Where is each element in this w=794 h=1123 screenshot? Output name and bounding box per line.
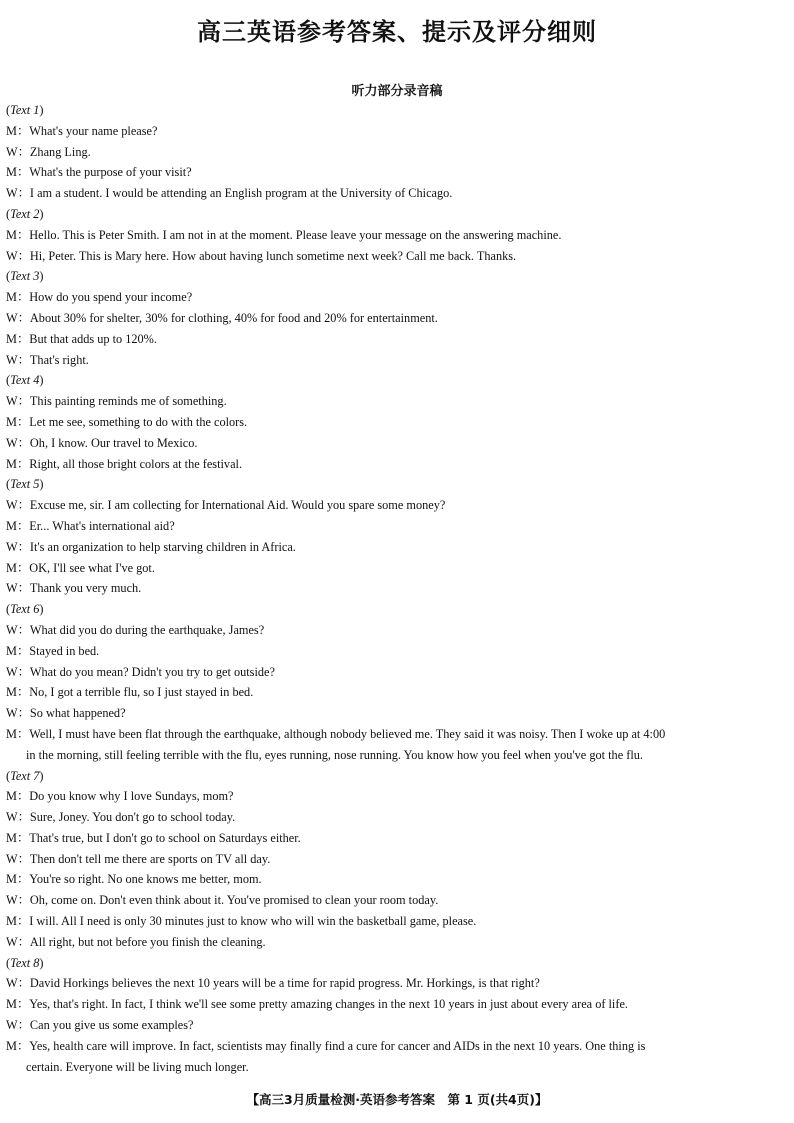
section-label: Text 2 [10,206,40,221]
text-section-header: (Text 1) [6,103,44,117]
dialog-line: W：All right, but not before you finish the cleaning. [6,934,266,949]
speaker-label: M [6,872,17,887]
dialog-line: M：That's true, but I don't go to school on Saturdays either. [6,830,301,845]
speaker-label: W [6,144,18,159]
dialog-text: What did you do during the earthquake, James? [29,622,265,637]
text-section-header: (Text 2) [6,206,44,221]
dialog-line: W：This painting reminds me of something. [6,394,227,409]
dialog-line: M：Stayed in bed. [6,643,100,658]
speaker-label: M [6,414,17,429]
speaker-label: M [6,830,17,845]
dialog-continuation [6,1057,792,1078]
text-section-header: (Text 5) [6,477,44,492]
dialog-text: Let me see, something to do with the colors. [29,414,248,429]
dialog-text: I am a student. I would be attending an English program at the University of Chicago. [29,186,453,201]
dialog-line: M：Yes, that's right. In fact, I think we'll see some pretty amazing changes in the next 10 years in just about every area of life. [6,997,628,1012]
speaker-label: M [6,227,17,242]
speaker-label: W [6,581,18,596]
dialog-line: M：Right, all those bright colors at the festival. [6,456,243,471]
speaker-label: M [6,789,17,804]
dialog-line: M：But that adds up to 120%. [6,331,157,346]
speaker-label: W [6,810,18,825]
dialog-text: David Horkings believes the next 10 years will be a time for rapid progress. Mr. Horkings, is that right? [29,976,540,991]
dialog-text: How do you spend your income? [29,290,193,305]
dialog-text: Right, all those bright colors at the festival. [29,456,243,471]
dialog-text: It's an organization to help starving children in Africa. [29,539,296,554]
dialog-text: Hello. This is Peter Smith. I am not in at the moment. Please leave your message on the answering machine. [29,227,562,242]
dialog-text: certain. Everyone will be living much longer. [26,1059,249,1074]
dialog-text: Oh, come on. Don't even think about it. You've promised to clean your room today. [29,893,439,908]
text-section-header: (Text 6) [6,602,44,617]
dialog-line: M：What's the purpose of your visit? [6,165,192,180]
speaker-label: M [6,165,17,180]
speaker-label: W [6,186,18,201]
speaker-label: W [6,310,18,325]
dialog-text: Hi, Peter. This is Mary here. How about having lunch sometime next week? Call me back. Thanks. [29,248,517,263]
dialog-line: W：Zhang Ling. [6,144,91,159]
speaker-label: M [6,456,17,471]
speaker-label: M [6,1038,17,1053]
dialog-line: W：It's an organization to help starving children in Africa. [6,539,296,554]
dialog-line: W：Thank you very much. [6,581,142,596]
dialog-text: Er... What's international aid? [29,518,175,533]
speaker-label: W [6,435,18,450]
speaker-label: W [6,934,18,949]
dialog-line: W：Oh, I know. Our travel to Mexico. [6,435,198,450]
speaker-label: M [6,560,17,575]
speaker-label: W [6,664,18,679]
text-section-header: (Text 7) [6,768,44,783]
dialog-line: M：No, I got a terrible flu, so I just stayed in bed. [6,685,254,700]
speaker-label: M [6,643,17,658]
speaker-label: M [6,997,17,1012]
dialog-text: You're so right. No one knows me better, mom. [29,872,262,887]
section-label: Text 4 [10,373,40,388]
dialog-text: Oh, I know. Our travel to Mexico. [29,435,198,450]
dialog-text: Then don't tell me there are sports on TV all day. [29,851,271,866]
dialog-line: M：What's your name please? [6,123,158,138]
dialog-text: Yes, that's right. In fact, I think we'll see some pretty amazing changes in the next 10 years in just about every area of life. [29,997,628,1012]
dialog-line: W：Hi, Peter. This is Mary here. How about having lunch sometime next week? Call me back. Thanks. [6,248,517,263]
dialog-line: M：Hello. This is Peter Smith. I am not in at the moment. Please leave your message on the answering machine. [6,227,562,242]
speaker-label: W [6,248,18,263]
dialog-line: M：You're so right. No one knows me better, mom. [6,872,262,887]
page-footer: 【高三3月质量检测·英语参考答案 第 1 页(共4页)】 [246,1092,548,1107]
section-label: Text 5 [10,477,40,492]
speaker-label: M [6,123,17,138]
dialog-line: W：Excuse me, sir. I am collecting for International Aid. Would you spare some money? [6,498,446,513]
speaker-label: W [6,352,18,367]
dialog-line: M：Let me see, something to do with the colors. [6,414,248,429]
dialog-line: M：OK, I'll see what I've got. [6,560,155,575]
text-section-header: (Text 4) [6,373,44,388]
speaker-label: W [6,706,18,721]
text-section-header: (Text 8) [6,955,44,970]
speaker-label: M [6,914,17,929]
dialog-continuation [6,745,792,766]
text-section-header: (Text 3) [6,269,44,284]
section-title: 听力部分录音稿 [351,84,443,99]
dialog-text: About 30% for shelter, 30% for clothing, 40% for food and 20% for entertainment. [29,310,438,325]
dialog-line: W：David Horkings believes the next 10 years will be a time for rapid progress. Mr. Horkings, is that right? [6,976,540,991]
section-label: Text 7 [10,768,40,783]
dialog-line: W：What do you mean? Didn't you try to get outside? [6,664,275,679]
speaker-label: M [6,290,17,305]
speaker-label: W [6,893,18,908]
speaker-label: W [6,539,18,554]
dialog-line: W：So what happened? [6,706,126,721]
dialog-line: W：Sure, Joney. You don't go to school today. [6,810,236,825]
dialog-text: But that adds up to 120%. [29,331,157,346]
dialog-text: Excuse me, sir. I am collecting for International Aid. Would you spare some money? [29,498,446,513]
section-label: Text 6 [10,602,40,617]
speaker-label: W [6,622,18,637]
dialog-line: W：About 30% for shelter, 30% for clothing, 40% for food and 20% for entertainment. [6,310,438,325]
speaker-label: M [6,726,17,741]
dialog-text: Do you know why I love Sundays, mom? [29,789,234,804]
speaker-label: W [6,394,18,409]
dialog-line: M：Well, I must have been flat through the earthquake, although nobody believed me. They said it was noisy. Then I woke up at 4:00 [6,726,666,741]
dialog-text: Zhang Ling. [29,144,91,159]
dialog-text: Sure, Joney. You don't go to school today. [29,810,236,825]
dialog-text: So what happened? [29,706,126,721]
dialog-line: W：Oh, come on. Don't even think about it. You've promised to clean your room today. [6,893,439,908]
dialog-line: W：What did you do during the earthquake, James? [6,622,265,637]
dialog-text: Well, I must have been flat through the earthquake, although nobody believed me. They said it was noisy. Then I woke up at 4:00 [29,726,666,741]
dialog-text: What's your name please? [29,123,158,138]
dialog-text: What do you mean? Didn't you try to get outside? [29,664,275,679]
dialog-line: M：Do you know why I love Sundays, mom? [6,789,234,804]
dialog-text: Stayed in bed. [29,643,100,658]
speaker-label: M [6,685,17,700]
section-label: Text 3 [10,269,40,284]
dialog-line: W：That's right. [6,352,89,367]
dialog-text: Can you give us some examples? [29,1018,194,1033]
dialog-line: M：I will. All I need is only 30 minutes just to know who will win the basketball game, please. [6,914,477,929]
dialog-line: M：Yes, health care will improve. In fact, scientists may finally find a cure for cancer and AIDs in the next 10 years. One thing is [6,1038,646,1053]
speaker-label: W [6,851,18,866]
dialog-text: All right, but not before you finish the cleaning. [29,934,266,949]
speaker-label: M [6,331,17,346]
dialog-text: I will. All I need is only 30 minutes just to know who will win the basketball game, please. [29,914,477,929]
document-title: 高三英语参考答案、提示及评分细则 [197,18,597,46]
speaker-label: M [6,518,17,533]
dialog-text: This painting reminds me of something. [29,394,227,409]
dialog-text: Yes, health care will improve. In fact, scientists may finally find a cure for cancer and AIDs in the next 10 years. One thing is [29,1038,646,1053]
dialog-text: Thank you very much. [29,581,142,596]
dialog-text: OK, I'll see what I've got. [29,560,155,575]
section-label: Text 8 [10,955,40,970]
speaker-label: W [6,498,18,513]
dialog-text: That's true, but I don't go to school on Saturdays either. [29,830,301,845]
dialog-line: W：I am a student. I would be attending an English program at the University of Chicago. [6,186,453,201]
section-label: Text 1 [10,103,40,117]
dialog-text: No, I got a terrible flu, so I just stayed in bed. [29,685,254,700]
dialog-line: M：How do you spend your income? [6,290,193,305]
dialog-line: W：Then don't tell me there are sports on TV all day. [6,851,271,866]
transcript-body [6,100,792,1077]
dialog-text: That's right. [29,352,89,367]
dialog-line: M：Er... What's international aid? [6,518,175,533]
speaker-label: W [6,1018,18,1033]
dialog-text: What's the purpose of your visit? [29,165,192,180]
speaker-label: W [6,976,18,991]
dialog-text: in the morning, still feeling terrible with the flu, eyes running, nose running. You know how you feel when you've got the flu. [26,747,643,762]
dialog-line: W：Can you give us some examples? [6,1018,194,1033]
